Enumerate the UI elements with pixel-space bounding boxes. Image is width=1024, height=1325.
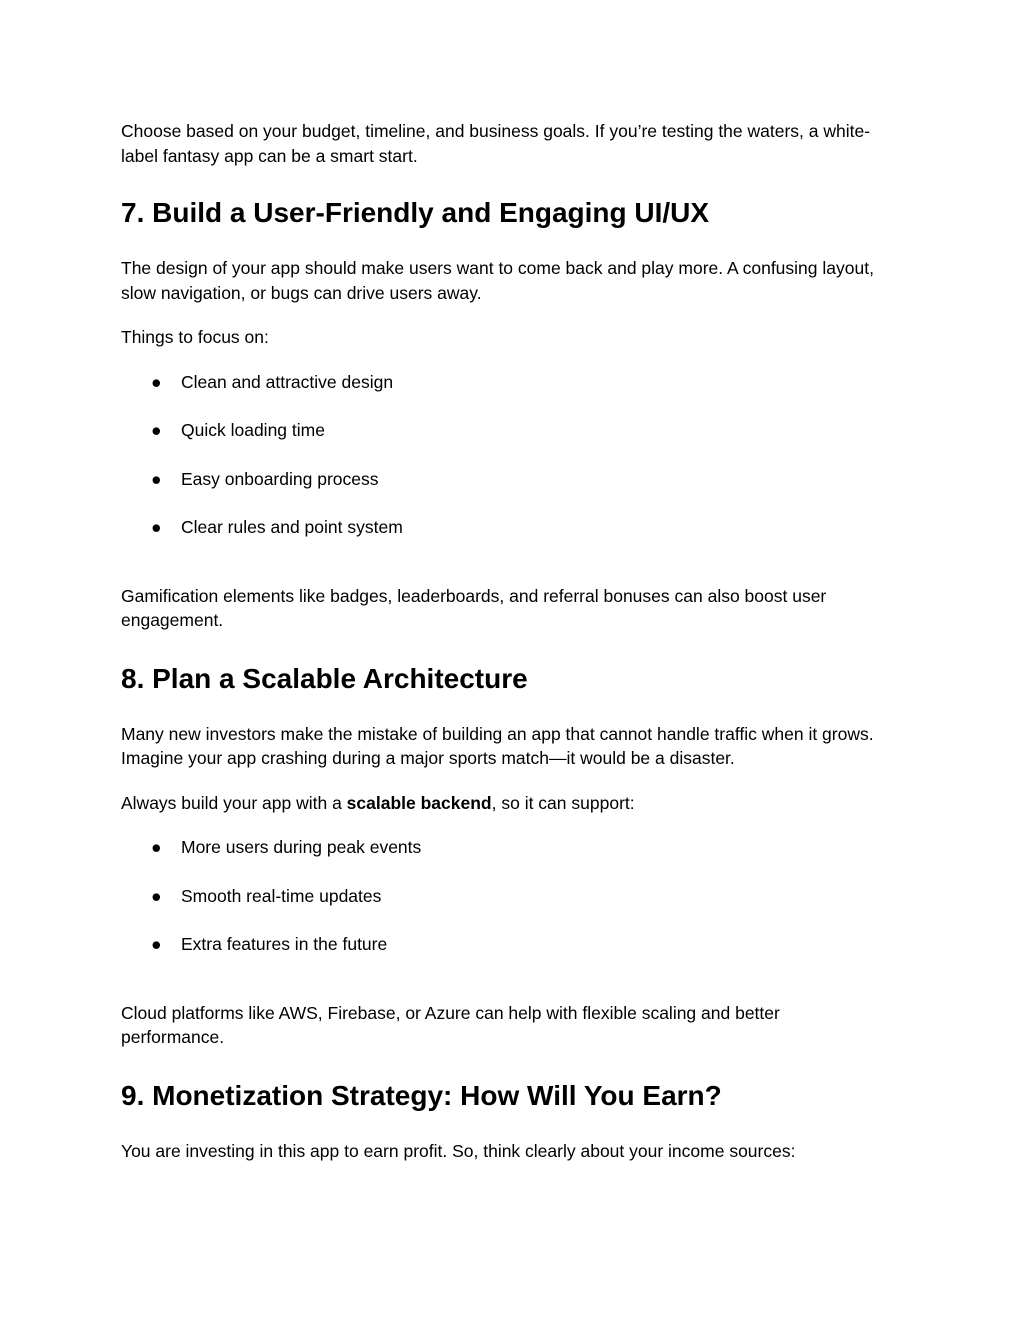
section-8-heading: 8. Plan a Scalable Architecture — [121, 662, 528, 694]
list-item — [121, 835, 881, 860]
list-item — [121, 467, 881, 492]
bullet-icon: ● — [151, 517, 162, 537]
bullet-icon: ● — [151, 934, 162, 954]
section-9-heading: 9. Monetization Strategy: How Will You Earn? — [121, 1079, 722, 1111]
bullet-icon: ● — [151, 420, 162, 440]
section-8-paragraph-2 — [121, 791, 881, 816]
section-8-paragraph-1: Many new investors make the mistake of building an app that cannot handle traffic when it grows. Imagine your app crashing during a major sports match—it would be a disaster. — [121, 723, 874, 768]
section-7-paragraph-1: The design of your app should make users want to come back and play more. A confusing layout, slow navigation, or bugs can drive users away. — [121, 258, 874, 303]
list-item — [121, 884, 881, 909]
bullet-icon: ● — [151, 885, 162, 906]
intro-paragraph: Choose based on your budget, timeline, and business goals. If you’re testing the waters, a white-label fantasy app can be a smart start. — [121, 121, 871, 166]
section-9-paragraph-1: You are investing in this app to earn profit. So, think clearly about your income sources: — [121, 1140, 796, 1161]
list-item — [121, 515, 881, 540]
section-8-paragraph-2-lead: Always build your app with a — [121, 792, 347, 813]
list-item-text: Smooth real-time updates — [181, 885, 382, 906]
list-item — [121, 418, 881, 443]
section-8-bullet-list — [121, 835, 881, 957]
document-page — [121, 119, 881, 1163]
section-8-paragraph-3: Cloud platforms like AWS, Firebase, or Azure can help with flexible scaling and better performance. — [121, 1002, 780, 1047]
bullet-icon: ● — [151, 468, 162, 489]
list-item-text: More users during peak events — [181, 837, 422, 857]
list-item-text: Quick loading time — [181, 420, 325, 440]
list-item-text: Clean and attractive design — [181, 371, 394, 392]
list-item-text: Easy onboarding process — [181, 468, 379, 489]
list-item — [121, 932, 881, 957]
section-8-paragraph-2-bold: scalable backend — [346, 792, 492, 813]
list-item-text: Clear rules and point system — [181, 517, 403, 537]
bullet-icon: ● — [151, 371, 162, 392]
section-7-bullet-list — [121, 370, 881, 540]
list-item — [121, 370, 881, 395]
section-8-paragraph-2-tail: , so it can support: — [491, 792, 635, 813]
section-7-heading: 7. Build a User-Friendly and Engaging UI/UX — [121, 197, 710, 228]
list-item-text: Extra features in the future — [181, 934, 388, 954]
section-7-paragraph-2: Things to focus on: — [121, 327, 269, 347]
bullet-icon: ● — [151, 837, 162, 857]
section-7-paragraph-3: Gamification elements like badges, leaderboards, and referral bonuses can also boost user engagement. — [121, 585, 827, 630]
